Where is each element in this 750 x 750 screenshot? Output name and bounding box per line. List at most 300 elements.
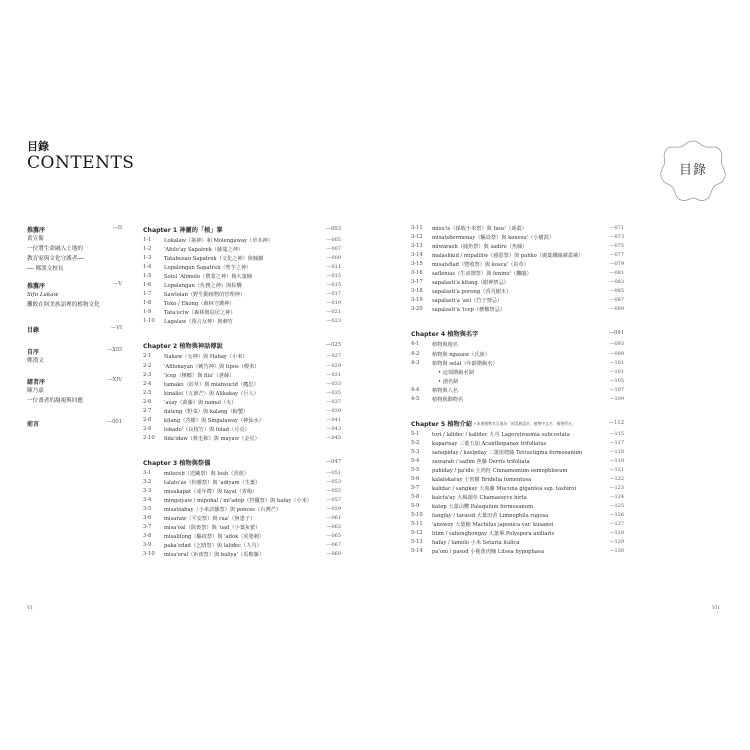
toc-entry[interactable]	[411, 396, 624, 405]
entry-title: kinalisi（五節芒）與 Alikakay（巨人）	[164, 390, 259, 397]
toc-entry[interactable]	[143, 488, 341, 497]
entry-title: misaraw（平安祭）與 raa'（無患子）	[164, 516, 256, 523]
entry-number: 3-3	[143, 488, 152, 495]
toc-entry[interactable]	[143, 282, 341, 291]
chapter-page: —091	[608, 330, 624, 337]
chapter-heading[interactable]	[411, 329, 624, 339]
entry-number: 1-7	[143, 291, 152, 298]
chapter-block	[411, 225, 624, 315]
front-matter-line: 陳乃嘉	[27, 388, 44, 394]
toc-entry[interactable]	[143, 273, 341, 282]
entry-number: 5-7	[411, 485, 420, 492]
entry-number: 2-9	[143, 425, 152, 432]
entry-title: Solol 'Alimolo（農業之神）與大葉楠	[164, 274, 252, 281]
entry-page: —015	[326, 273, 341, 280]
entry-title: misalifong（驅疫祭）與 'adok（虎婆刺）	[164, 534, 265, 541]
entry-page: —007	[326, 246, 341, 253]
entry-page: —069	[326, 551, 341, 558]
chapter-page: —047	[325, 458, 341, 465]
entry-number: 3-14	[411, 252, 423, 259]
toc-entry[interactable]	[411, 225, 624, 234]
entry-page: —065	[326, 533, 341, 540]
entry-number: 3-19	[411, 297, 423, 304]
entry-number: 3-9	[143, 542, 152, 549]
entry-number: 4-4	[411, 386, 420, 393]
toc-entry[interactable]	[143, 533, 341, 542]
entry-number: 5-14	[411, 548, 423, 555]
entry-page: —093	[609, 341, 624, 348]
entry-page: —130	[609, 548, 624, 555]
toc-entry[interactable]	[143, 363, 341, 372]
entry-title: sawarah / sadim 魚藤 Derris trifoliata	[432, 458, 530, 465]
entry-page: —079	[609, 261, 624, 268]
entry-number: 5-6	[411, 476, 420, 483]
entry-page: —015	[326, 282, 341, 289]
front-matter-item	[27, 419, 122, 431]
entry-number: 3-17	[411, 279, 423, 286]
toc-entry[interactable]	[411, 306, 624, 315]
entry-number: 3-10	[143, 551, 155, 558]
entry-title: misatsbermenay（驅鳥祭）與 kenesu'（小樹鼓）	[432, 235, 555, 242]
toc-entry[interactable]	[143, 381, 341, 390]
entry-title: lobado'（長枝竹）與 folad（月亮）	[164, 426, 250, 433]
toc-entry[interactable]	[411, 521, 624, 530]
toc-entry[interactable]	[143, 237, 341, 246]
toc-entry[interactable]	[411, 512, 624, 521]
front-matter-heading: 推薦序	[27, 283, 46, 290]
entry-page: —085	[609, 288, 624, 295]
entry-number: 2-2	[143, 362, 152, 369]
entry-page: —109	[609, 395, 624, 402]
entry-page: —118	[609, 448, 624, 455]
entry-page: —023	[326, 318, 341, 325]
toc-entry[interactable]	[411, 288, 624, 297]
contents-badge	[659, 138, 727, 204]
entry-title: kalidac / sangkay 大血藤 Mucuna gigantea ssp. tashiroi	[432, 486, 577, 493]
entry-title: Teko / Ekong（森林守護神）	[164, 301, 235, 308]
entry-number: 5-12	[411, 530, 423, 537]
toc-entry[interactable]	[143, 479, 341, 488]
entry-page: —124	[609, 494, 624, 501]
entry-title: kilang（苕樹）與 Singalaway（神仙水）	[164, 417, 264, 424]
front-matter-item	[27, 325, 122, 345]
front-matter-line: ── 鄭漢文校長	[27, 266, 64, 272]
entry-page: —021	[326, 309, 341, 316]
entry-page: —067	[326, 542, 341, 549]
entry-number: 2-1	[143, 353, 152, 360]
entry-page: —011	[326, 264, 341, 271]
chapter-heading[interactable]	[411, 419, 624, 429]
chapter-title: Chapter 2 植物與神話傳說	[143, 343, 223, 351]
entry-page: —128	[609, 530, 624, 537]
entry-number: 3-1	[143, 469, 152, 476]
entry-title: misatsflad（豐收祭）與 kosca'（鳥草）	[432, 262, 529, 269]
entry-page: —055	[326, 488, 341, 495]
entry-page: —129	[609, 539, 624, 546]
chapter-title: Chapter 4 植物與名字	[411, 331, 479, 339]
toc-entry[interactable]	[411, 431, 624, 440]
entry-page: —057	[326, 497, 341, 504]
entry-page: —029	[326, 362, 341, 369]
chapter-title: Chapter 3 植物與祭儀	[143, 459, 211, 467]
front-matter-page: —II	[112, 225, 122, 231]
toc-entry[interactable]	[411, 369, 624, 378]
entry-title: kalalokaray 土密樹 Bridelia tomentosa	[432, 477, 532, 484]
chapter-heading[interactable]	[143, 458, 341, 468]
entry-page: —101	[609, 359, 624, 366]
toc-entry[interactable]	[143, 309, 341, 318]
entry-number: 3-13	[411, 243, 423, 250]
entry-title: Nakaw（女神）與 Habay（小米）	[164, 354, 248, 361]
entry-title: 'Afilonayan（刺竹神）與 tipos（稷米）	[164, 363, 260, 370]
entry-page: —077	[609, 252, 624, 259]
toc-entry[interactable]	[143, 399, 341, 408]
front-matter-page: —XIV	[107, 377, 122, 383]
toc-entry[interactable]	[411, 351, 624, 360]
toc-entry[interactable]	[411, 252, 624, 261]
entry-number: 5-9	[411, 503, 420, 510]
entry-number: 3-15	[411, 261, 423, 268]
toc-entry[interactable]	[411, 279, 624, 288]
entry-number: 2-4	[143, 380, 152, 387]
toc-entry[interactable]	[143, 372, 341, 381]
entry-number: 2-5	[143, 389, 152, 396]
entry-page: —081	[609, 270, 624, 277]
toc-entry[interactable]	[143, 515, 341, 524]
front-matter-item	[27, 377, 122, 417]
toc-entry[interactable]	[143, 390, 341, 399]
entry-page: —123	[609, 485, 624, 492]
entry-page: —059	[326, 506, 341, 513]
entry-title: sapalasti'a kilang（樹神禁忌）	[432, 280, 509, 287]
entry-number: 1-4	[143, 264, 152, 271]
entry-number: 1-5	[143, 273, 152, 280]
page-title-en: CONTENTS	[27, 153, 135, 173]
entry-page: —019	[326, 300, 341, 307]
entry-page: —041	[326, 416, 341, 423]
entry-number: 1-3	[143, 255, 152, 262]
entry-title: tamako（菸草）與 miabsucid（鷹思）	[164, 381, 259, 388]
entry-number: 5-2	[411, 439, 420, 446]
entry-number: 3-8	[143, 533, 152, 540]
entry-number: 5-5	[411, 466, 420, 473]
entry-page: —075	[609, 243, 624, 250]
entry-number: 5-10	[411, 512, 423, 519]
entry-number: 3-12	[411, 234, 423, 241]
entry-title: hafay / lamolo 小米 Setaria italica	[432, 540, 520, 547]
entry-page: —083	[609, 279, 624, 286]
entry-number: 3-16	[411, 270, 423, 277]
toc-entry[interactable]	[411, 360, 624, 369]
entry-page: —027	[326, 353, 341, 360]
entry-number: 4-1	[411, 341, 420, 348]
toc-entry[interactable]	[411, 243, 624, 252]
entry-page: —073	[609, 234, 624, 241]
entry-title: 'anowoy 大葉楠 Machilus japonica var. kusanoi	[432, 522, 554, 529]
folio-right: VII	[712, 605, 720, 611]
toc-entry[interactable]	[143, 435, 341, 444]
entry-number: 3-6	[143, 515, 152, 522]
chapter-page: —025	[325, 342, 341, 349]
toc-entry[interactable]	[143, 353, 341, 362]
front-matter-line: 黃宣衛	[27, 236, 44, 242]
entry-number: 1-10	[143, 318, 155, 325]
toc-entry[interactable]	[143, 318, 341, 327]
entry-title: kaparisay 三葉五加 Acanthopanax trifoliatus	[432, 440, 547, 447]
entry-page: —009	[326, 255, 341, 262]
entry-title: 'asay（萬藤）與 namal（火）	[164, 399, 237, 406]
front-matter-heading: 緒者序	[27, 379, 46, 386]
entry-page: —039	[326, 407, 341, 414]
entry-number: 5-11	[411, 521, 423, 528]
toc-entry[interactable]	[411, 449, 624, 458]
entry-title: paka'edad（乞晴祭）與 lalidec（九芎）	[164, 543, 262, 550]
entry-title: 植物與地名	[432, 342, 458, 349]
entry-number: 5-3	[411, 448, 420, 455]
entry-title: Lokalaw（瓶神）和 Molengaway（草木神）	[164, 238, 273, 244]
front-matter-item	[27, 225, 122, 277]
toc-entry[interactable]	[143, 542, 341, 551]
entry-title: katep 大葉山欖 Palaquium formosanum	[432, 504, 534, 511]
entry-number: 5-4	[411, 457, 420, 464]
entry-title: 'Afolo'ay Sapatrek（藤蔓之神）	[164, 247, 243, 254]
toc-entry[interactable]	[411, 494, 624, 503]
chapter-title: Chapter 5 植物介紹	[411, 420, 473, 428]
entry-page: —107	[609, 386, 624, 393]
entry-page: —125	[609, 503, 624, 510]
entry-number: 1-8	[143, 300, 152, 307]
entry-title: sapalasti'a 'icep（檳榔禁忌）	[432, 307, 505, 314]
entry-page: —031	[326, 371, 341, 378]
page-title-zh: 目錄	[27, 140, 49, 153]
toc-entry[interactable]	[143, 246, 341, 255]
entry-title: Lopalangan（佐務之神）與棕櫚	[164, 283, 242, 290]
entry-title: misu'is（採收小米祭）與 tuos'（蒟蒻）	[432, 226, 527, 232]
entry-title: Tatabusan Sapatrek（文化之神）與楠樹	[164, 256, 264, 263]
toc-entry[interactable]	[143, 426, 341, 435]
entry-number: 3-18	[411, 288, 423, 295]
entry-page: —122	[609, 476, 624, 483]
toc-entry[interactable]	[143, 255, 341, 264]
entry-number: 1-9	[143, 309, 152, 316]
entry-number: 2-10	[143, 434, 155, 441]
entry-number: 2-6	[143, 398, 152, 405]
entry-title: Tata'eciw（森林與島居之神）	[164, 310, 236, 317]
entry-page: —051	[326, 469, 341, 476]
entry-number: 1-1	[143, 237, 152, 243]
entry-title: pa'oni / pasod 小梗黃肉楠 Litsea hypophaea	[432, 549, 545, 556]
entry-page: —033	[326, 380, 341, 387]
entry-number: 5-8	[411, 494, 420, 501]
entry-title: saflenias（生命禦祭）與 fenino'（攤臨）	[432, 271, 532, 278]
entry-page: —099	[609, 350, 624, 357]
entry-number: 3-2	[143, 478, 152, 485]
entry-title: talato'as（柏靈祭）與 'adiyam（生薑）	[164, 479, 261, 486]
chapter-subtitle: ＊本書植物名呈現為「阿美族語名．植物中文名．植物學名」	[473, 420, 576, 426]
toc-entry[interactable]	[143, 470, 341, 479]
entry-title: fida'idaw（軟毛柿）與 mayaw（金星）	[164, 435, 260, 442]
chapter-block	[143, 341, 341, 443]
entry-title: miwarash（捕魚祭）與 sadire（魚藤）	[432, 244, 528, 251]
entry-number: 3-7	[143, 524, 152, 531]
toc-entry[interactable]	[411, 539, 624, 548]
toc-entry[interactable]	[411, 530, 624, 539]
entry-title: misatsabay（小米試播祭）與 ponces（台灣芒）	[164, 507, 282, 514]
toc-entry[interactable]	[143, 524, 341, 533]
front-matter-line: 鄭漢文	[27, 358, 44, 364]
toc-entry[interactable]	[143, 497, 341, 506]
entry-page: —071	[609, 225, 624, 231]
front-matter-heading: 前言	[27, 421, 40, 428]
entry-page: —017	[326, 291, 341, 298]
entry-title: miloceb（送鋤祭）與 losh（香蕉）	[164, 470, 249, 477]
toc-entry[interactable]	[411, 341, 624, 350]
entry-title: litim / sahonghongay 大葉畢 Polyspora axillaris	[432, 531, 555, 538]
entry-number: 2-7	[143, 407, 152, 414]
chapter-block	[411, 329, 624, 404]
toc-entry[interactable]	[143, 506, 341, 515]
toc-entry[interactable]	[411, 234, 624, 243]
entry-number: 1-2	[143, 246, 152, 253]
chapter-heading[interactable]	[143, 225, 341, 235]
chapter-page: —003	[325, 226, 341, 232]
entry-title: 植物與動物名	[432, 396, 464, 403]
entry-title: misa'oal（除喪祭）與 'oad（小葉灰藿）	[164, 525, 261, 532]
entry-page: —101	[609, 368, 624, 375]
entry-title: 植物與 ngasaw（氏族）	[432, 351, 490, 358]
entry-title: sanapiday / kasipilay 三葉崖爬藤 Tetrastigma formosanum	[432, 449, 583, 456]
chapter-block	[143, 225, 341, 327]
toc-entry[interactable]	[143, 551, 341, 560]
entry-number: 3-11	[411, 225, 423, 231]
toc-entry[interactable]	[411, 270, 624, 279]
entry-title: kaicta'ay 大褐頭草 Chamaesyce hirta	[432, 495, 527, 502]
entry-number: 5-13	[411, 539, 423, 546]
toc-entry[interactable]	[143, 408, 341, 417]
entry-title: 植物與 selal（年齡階級名）	[432, 360, 498, 367]
front-matter-item	[27, 347, 122, 377]
front-matter-column	[27, 225, 122, 431]
entry-title: • 創名制	[438, 378, 459, 385]
entry-number: 5-1	[411, 430, 420, 437]
entry-page: —043	[326, 425, 341, 432]
entry-title: • 這項階級名制	[438, 369, 474, 376]
chapter-block	[143, 458, 341, 560]
toc-entry[interactable]	[411, 467, 624, 476]
entry-title: sapalasti'a 'anl（竹子禁忌）	[432, 298, 503, 305]
front-matter-item	[27, 281, 122, 321]
entry-number: 2-8	[143, 416, 152, 423]
entry-title: misa'oral（祈雨祭）與 baliya'（馬鞍藤）	[164, 552, 265, 559]
front-matter-page: —XIII	[106, 347, 122, 353]
front-matter-heading: 目錄	[27, 327, 40, 334]
entry-title: tori / lalidec / kalidec 九芎 Lagerstroemia subcostata	[432, 431, 570, 438]
front-matter-line: Sifo Lakaw	[27, 292, 59, 298]
entry-page: —121	[609, 466, 624, 473]
toc-entry[interactable]	[411, 261, 624, 270]
entry-title: dateng（野菜）與 kalang（螃蟹）	[164, 408, 249, 415]
front-matter-page: —001	[106, 419, 122, 425]
front-matter-page: —V	[113, 281, 122, 287]
entry-page: —119	[609, 457, 624, 464]
toc-entry[interactable]	[411, 485, 624, 494]
entry-page: —061	[326, 515, 341, 522]
toc-entry[interactable]	[411, 476, 624, 485]
chapter-block	[411, 419, 624, 558]
front-matter-heading: 自序	[27, 349, 40, 356]
entry-number: 3-4	[143, 497, 152, 504]
entry-number: 4-5	[411, 395, 420, 402]
entry-page: —105	[609, 377, 624, 384]
front-matter-page: —VI	[111, 325, 122, 331]
toc-entry[interactable]	[411, 378, 624, 387]
toc-entry[interactable]	[411, 297, 624, 306]
entry-page: —005	[326, 237, 341, 243]
badge-label: 目錄	[678, 163, 707, 178]
entry-number: 2-3	[143, 371, 152, 378]
entry-title: Lagalaw（預言女神）與刺竹	[164, 319, 233, 326]
entry-title: pahiday / pa'ido 土肉桂 Cinnamomum osmophloeum	[432, 467, 568, 474]
entry-title: fangfay / tarasid 大葉田香 Limnophila rugosa	[432, 513, 549, 520]
toc-entry[interactable]	[143, 291, 341, 300]
entry-page: —035	[326, 389, 341, 396]
entry-title: Sawlolan（野生動植物的管理神）	[164, 292, 246, 299]
entry-title: sapalasti'a porong（香芃樹木）	[432, 289, 512, 296]
toc-entry[interactable]	[411, 503, 624, 512]
entry-title: mingsiyaw / mipohal / mi'adop（狩獵祭）與 hafay（小米）	[164, 498, 312, 505]
entry-title: malashkid / mipaliliw（感恩祭）與 pahko（廣葉鐵線蕨蓋蕨）	[432, 253, 584, 260]
entry-page: —037	[326, 398, 341, 405]
entry-page: —117	[609, 439, 624, 446]
toc-entry[interactable]	[411, 440, 624, 449]
entry-page: —115	[609, 430, 624, 437]
toc-column-right	[411, 225, 624, 557]
front-matter-heading: 推薦序	[27, 227, 46, 234]
toc-entry[interactable]	[411, 548, 624, 557]
entry-page: —127	[609, 521, 624, 528]
toc-entry[interactable]	[143, 300, 341, 309]
chapter-page: —112	[608, 419, 624, 426]
entry-page: —053	[326, 478, 341, 485]
toc-entry[interactable]	[143, 417, 341, 426]
entry-number: 4-3	[411, 359, 420, 366]
entry-page: —089	[609, 306, 624, 313]
entry-page: —045	[326, 434, 341, 441]
entry-page: —063	[326, 524, 341, 531]
front-matter-line: 教育家與文化守護者──	[27, 256, 85, 262]
front-matter-line: 攤餃在阿美族語裡的植物文化	[27, 302, 100, 308]
entry-title: misakapat（成年禮）與 fayal（省梅）	[164, 489, 258, 496]
front-matter-line: 一位將生命融入土地的	[27, 246, 83, 252]
folio-left: VI	[27, 605, 33, 611]
chapter-title: Chapter 1 神靈的「植」掌	[143, 227, 223, 234]
toc-entry[interactable]	[143, 264, 341, 273]
entry-page: —087	[609, 297, 624, 304]
entry-title: 'icep（檳榔）與 fila'（荖藤）	[164, 372, 235, 379]
entry-number: 4-2	[411, 350, 420, 357]
entry-page: —126	[609, 512, 624, 519]
front-matter-line: 一位畫者的凝視與回應	[27, 398, 83, 404]
entry-title: 植物與人名	[432, 387, 458, 394]
toc-entry[interactable]	[411, 458, 624, 467]
entry-number: 3-20	[411, 306, 423, 313]
chapter-heading[interactable]	[143, 341, 341, 351]
entry-title: Lopalongan Sapatrek（聖芋之神）	[164, 265, 252, 272]
toc-entry[interactable]	[411, 387, 624, 396]
toc-column-middle	[143, 225, 341, 560]
entry-number: 3-5	[143, 506, 152, 513]
entry-number: 1-6	[143, 282, 152, 289]
